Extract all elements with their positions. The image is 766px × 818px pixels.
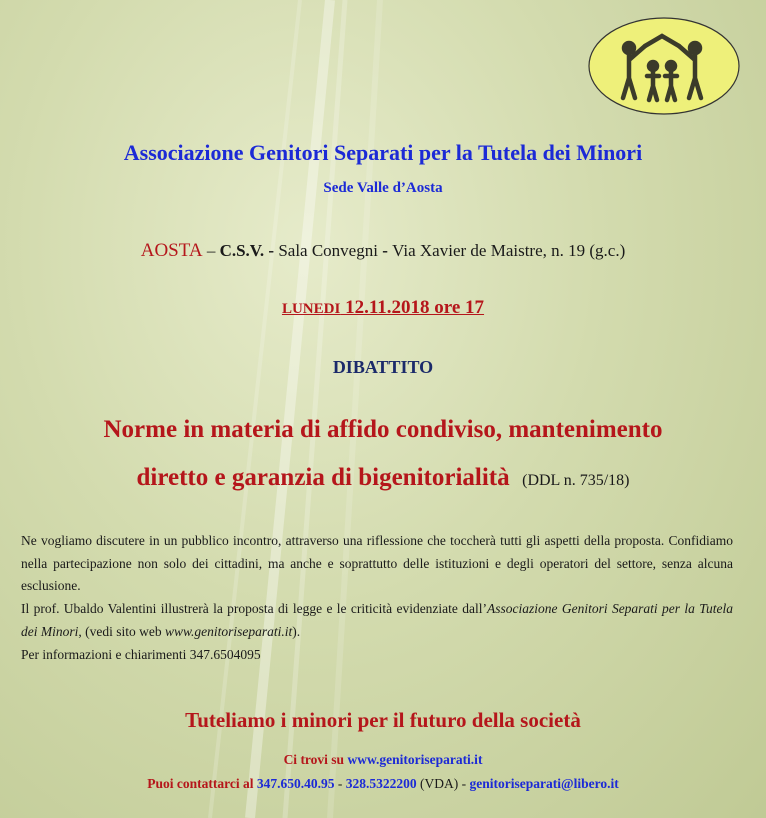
paragraph-text: , (vedi sito web bbox=[78, 623, 165, 639]
event-title-line1: Norme in materia di affido condiviso, mantenimento bbox=[103, 416, 663, 443]
association-title: Associazione Genitori Separati per la Tutela dei Minori bbox=[123, 140, 643, 165]
logo-oval bbox=[589, 18, 739, 114]
venue-city: AOSTA bbox=[140, 240, 203, 261]
slogan: Tuteliamo i minori per il futuro della società bbox=[185, 708, 581, 732]
region-label: (VDA) bbox=[416, 776, 462, 791]
paragraph-text: ). bbox=[292, 623, 301, 639]
website-italic: www.genitoriseparati.it bbox=[165, 623, 293, 639]
event-title-line2 bbox=[0, 464, 766, 492]
paragraph: Ne vogliamo discutere in un pubblico incontro, attraverso una riflessione che toccherà tutti gli aspetti della proposta. Confidiamo nella partecipazione non solo dei cittadini, ma anche e soprattutto delle istituzioni e degli operatori del settore, senza alcuna esclusione. bbox=[21, 533, 733, 594]
info-phone: Per informazioni e chiarimenti 347.6504095 bbox=[21, 646, 261, 662]
venue-sep: – bbox=[202, 241, 220, 260]
email-link[interactable]: genitoriseparati@libero.it bbox=[469, 776, 619, 791]
event-type: DIBATTITO bbox=[332, 357, 434, 377]
phone-2[interactable]: 328.5322200 bbox=[345, 776, 417, 791]
paragraph bbox=[21, 598, 733, 643]
separator: - bbox=[334, 776, 346, 791]
find-us-label: Ci trovi su bbox=[283, 752, 348, 767]
venue-address: Via Xavier de Maistre, n. 19 (g.c.) bbox=[392, 241, 626, 260]
branch-subtitle: Sede Valle d’Aosta bbox=[323, 180, 443, 196]
event-date bbox=[0, 297, 766, 319]
website-link[interactable]: www.genitoriseparati.it bbox=[347, 752, 483, 767]
paragraph-text: Il prof. Ubaldo Valentini illustrerà la proposta di legge e le criticità evidenziate dall’ bbox=[21, 601, 487, 617]
find-us-line bbox=[0, 752, 766, 768]
venue-line bbox=[0, 240, 766, 262]
association-logo bbox=[587, 16, 741, 116]
event-day: LUNEDI bbox=[281, 301, 341, 317]
association-name-italic: Associazione Genitori Separati per la Tutela dei Minori bbox=[21, 601, 733, 639]
bill-reference: (DDL n. 735/18) bbox=[522, 472, 630, 489]
venue-room: Sala Convegni bbox=[278, 241, 378, 260]
event-title-text: diretto e garanzia di bigenitorialità bbox=[136, 464, 510, 491]
contact-line bbox=[0, 776, 766, 792]
venue-center: C.S.V. bbox=[219, 241, 265, 260]
separator: - bbox=[461, 776, 470, 791]
venue-sep: - bbox=[377, 241, 393, 260]
phone-1[interactable]: 347.650.40.95 bbox=[256, 776, 335, 791]
contact-label: Puoi contattarci al bbox=[147, 776, 257, 791]
venue-sep: - bbox=[264, 241, 279, 260]
description bbox=[21, 530, 733, 666]
event-datetime: 12.11.2018 ore 17 bbox=[340, 297, 485, 318]
